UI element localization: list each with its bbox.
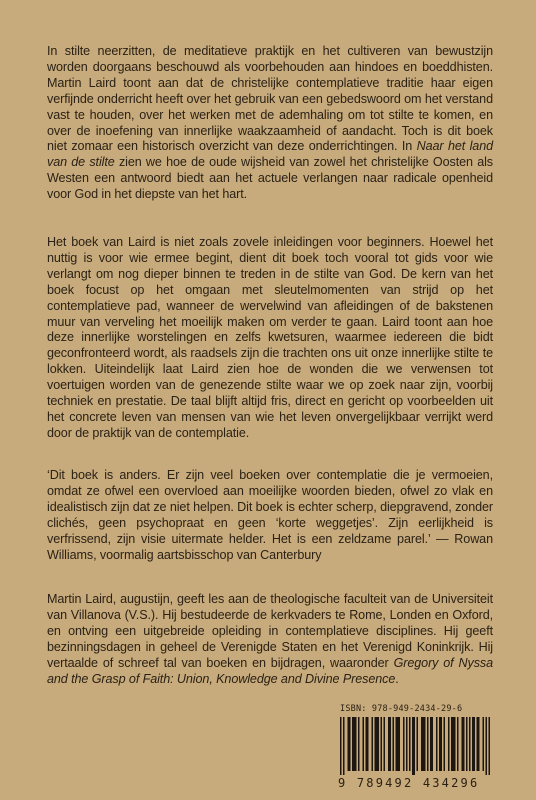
isbn-label: ISBN: 978-949-2434-29-6 xyxy=(340,704,463,714)
barcode-number: 9 789492 434296 xyxy=(338,776,480,790)
paragraph-1-text-start: In stilte neerzitten, de meditatieve praktijk en het cultiveren van bewustzijn worden doorgaans beschouwd als voorbehouden aan hindoes en boeddhisten. Martin Laird toont aan dat de christelijke contemplatieve traditie haar eigen verfijnde onderricht heeft over het gebruik van een gebedswoord om het verstand vast te houden, over het werken met de ademhaling om tot stilte te komen, en over de inoefening van innerlijke waakzaamheid of aandacht. Toch is dit boek niet zomaar een historisch overzicht van deze onderrichtingen. In xyxy=(47,44,493,154)
author-bio-text-start: Martin Laird, augustijn, geeft les aan de theologische faculteit van de Universiteit van Villanova (V.S.). Hij bestudeerde de kerkvaders te Rome, Londen en Oxford, en ontving een uitgebreide opleiding in contemplatieve disciplines. Hij geeft bezinningsdagen in geheel de Verenigde Staten en het Verenigd Koninkrijk. Hij vertaalde of schreef tal van boeken en bijdragen, waaronder xyxy=(47,592,493,670)
author-bio xyxy=(47,592,493,687)
book-title-italic: Naar het land van de stilte xyxy=(47,139,494,170)
description-paragraph-1 xyxy=(47,44,493,203)
other-book-title-italic: Gregory of Nyssa and the Grasp of Faith: Union, Knowledge and Divine Presence xyxy=(47,655,493,686)
description-paragraph-2: Het boek van Laird is niet zoals zovele inleidingen voor beginners. Hoewel het nuttig is voor wie ermee begint, dient dit boek toch vooral tot gids voor wie verlangt om nog dieper binnen te treden in de stilte van God. De kern van het boek focust op het omgaan met sleutelmomenten van strijd op het contemplatieve pad, wanneer de wervelwind van afleidingen of de bakstenen muur van verveling het moeilijk maken om verder te gaan. Laird toont aan hoe deze innerlijke worstelingen en zelfs kwetsuren, waarmee iedereen die bidt geconfronteerd wordt, als raadsels zijn die trachten ons uit onze innerlijke stilte te lokken. Uiteindelijk laat Laird zien hoe de wonden die we verwensen tot voertuigen worden van de genezende stilte waar we op zoek naar zijn, voorbij techniek en prestatie. De taal blijft altijd fris, direct en gericht op voorbeelden uit het concrete leven van mensen van wie het leven onvergelijkbaar verrijkt werd door de praktijk van de contemplatie. xyxy=(47,235,493,440)
barcode-icon xyxy=(340,717,492,775)
author-bio-text-end: . xyxy=(395,671,399,686)
endorsement-quote: ‘Dit boek is anders. Er zijn veel boeken over contemplatie die je vermoeien, omdat ze ofwel een overvloed aan moeilijke woorden bieden, ofwel zo vlak en idealistisch zijn dat ze niet helpen. Dit boek is echter scherp, diepgravend, zonder clichés, geen psychopraat en geen ‘korte weggetjes’. Zijn eerlijkheid is verfrissend, zijn visie uitermate helder. Het is een zeldzame parel.’ — Rowan Williams, voormalig aartsbisschop van Canterbury xyxy=(47,468,493,562)
paragraph-1-text-end: zien we hoe de oude wijsheid van zowel het christelijke Oosten als Westen een antwoord biedt aan het actuele verlangen naar radicale openheid voor God in het diepste van het hart. xyxy=(47,155,494,202)
